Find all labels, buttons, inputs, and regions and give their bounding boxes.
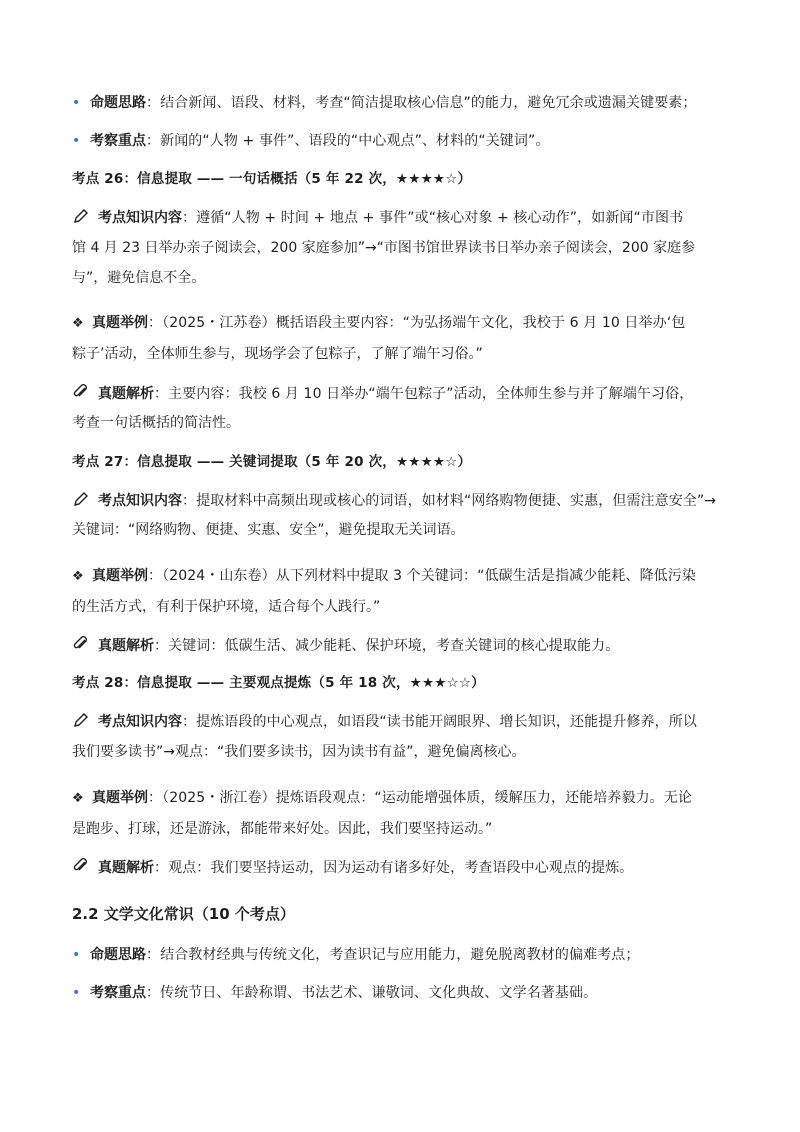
example-label: 真题举例: [92, 790, 148, 806]
diamond-icon: ❖: [72, 569, 84, 584]
kp28-analysis: [72, 857, 732, 878]
intro-bullet-1: [72, 93, 732, 113]
analysis-label: 真题解析: [98, 638, 154, 654]
kp26-analysis: [72, 383, 732, 404]
knowledge-label: 考点知识内容: [98, 714, 182, 730]
bullet-label: 命题思路: [90, 95, 146, 111]
analysis-text: ：关键词：低碳生活、减少能耗、保护环境，考查关键词的核心提取能力。: [154, 638, 620, 654]
kp26-knowledge-line2: 馆 4 月 23 日举办亲子阅读会，200 家庭参加”→“市图书馆世界读书日举办亲子阅读会，200 家庭参: [72, 240, 696, 256]
example-text: ：（2025・浙江卷）提炼语段观点：“运动能增强体质，缓解压力，还能培养毅力。无论: [148, 790, 692, 806]
paperclip-icon: [72, 383, 90, 401]
section-bullet-2: [72, 983, 732, 1003]
kp26-example: [72, 313, 732, 334]
analysis-text: ：主要内容：我校 6 月 10 日举办“端午包粽子”活动，全体师生参与并了解端午习俗，: [154, 386, 694, 402]
knowledge-label: 考点知识内容: [98, 210, 182, 226]
analysis-label: 真题解析: [98, 386, 154, 402]
pencil-icon: [72, 711, 90, 729]
section-bullet-1: [72, 945, 732, 965]
kp26-heading: 考点 26：信息提取 —— 一句话概括（5 年 22 次，★★★★☆）: [72, 171, 472, 187]
analysis-label: 真题解析: [98, 860, 154, 876]
bullet-text: ：结合教材经典与传统文化，考查识记与应用能力，避免脱离教材的偏难考点；: [146, 947, 640, 963]
bullet-icon: •: [72, 947, 81, 963]
bullet-text: ：新闻的“人物 + 事件”、语段的“中心观点”、材料的“关键词”。: [146, 133, 550, 149]
kp28-heading: 考点 28：信息提取 —— 主要观点提炼（5 年 18 次，★★★☆☆）: [72, 675, 485, 691]
kp27-heading: 考点 27：信息提取 —— 关键词提取（5 年 20 次，★★★★☆）: [72, 454, 472, 470]
knowledge-text: ：提炼语段的中心观点，如语段“读书能开阔眼界、增长知识，还能提升修养，所以: [182, 714, 697, 730]
bullet-text: ：结合新闻、语段、材料，考查“简洁提取核心信息”的能力，避免冗余或遗漏关键要素；: [146, 95, 697, 111]
pencil-icon: [72, 207, 90, 225]
kp28-example-line2: 是跑步、打球，还是游泳，都能带来好处。因此，我们要坚持运动。”: [72, 821, 493, 837]
example-label: 真题举例: [92, 568, 148, 584]
analysis-text: ：观点：我们要坚持运动，因为运动有诸多好处，考查语段中心观点的提炼。: [154, 860, 634, 876]
bullet-label: 考察重点: [90, 133, 146, 149]
kp26-analysis-line2: 考查一句话概括的简洁性。: [72, 415, 240, 431]
kp27-knowledge-line2: 关键词：“网络购物、便捷、实惠、安全”，避免提取无关词语。: [72, 522, 465, 538]
example-label: 真题举例: [92, 315, 148, 331]
paperclip-icon: [72, 857, 90, 875]
kp27-example-line2: 的生活方式，有利于保护环境，适合每个人践行。”: [72, 599, 381, 615]
kp26-knowledge-line3: 与”，避免信息不全。: [72, 270, 206, 286]
bullet-icon: •: [72, 133, 81, 149]
example-text: ：（2024・山东卷）从下列材料中提取 3 个关键词：“低碳生活是指减少能耗、降低污染: [148, 568, 696, 584]
kp28-knowledge: [72, 711, 732, 732]
bullet-label: 命题思路: [90, 947, 146, 963]
kp26-knowledge: [72, 207, 732, 228]
kp26-example-line2: 粽子’活动，全体师生参与，现场学会了包粽子，了解了端午习俗。”: [72, 346, 483, 362]
knowledge-text: ：提取材料中高频出现或核心的词语，如材料“网络购物便捷、实惠，但需注意安全”→: [182, 493, 717, 509]
knowledge-label: 考点知识内容: [98, 493, 182, 509]
kp28-example: [72, 788, 732, 809]
bullet-text: ：传统节日、年龄称谓、书法艺术、谦敬词、文化典故、文学名著基础。: [146, 985, 598, 1001]
kp28-knowledge-line2: 我们要多读书”→观点：“我们要多读书，因为读书有益”，避免偏离核心。: [72, 744, 526, 760]
kp27-knowledge: [72, 490, 732, 511]
example-text: ：（2025・江苏卷）概括语段主要内容：“为弘扬端午文化，我校于 6 月 10 日举办‘包: [148, 315, 686, 331]
knowledge-text: ：遵循“人物 + 时间 + 地点 + 事件”或“核心对象 + 核心动作”，如新闻“市图书: [182, 210, 684, 226]
kp27-analysis: [72, 635, 732, 656]
bullet-icon: •: [72, 985, 81, 1001]
diamond-icon: ❖: [72, 791, 84, 806]
section-title: 2.2 文学文化常识（10 个考点）: [72, 905, 295, 923]
bullet-icon: •: [72, 95, 81, 111]
kp27-example: [72, 566, 732, 587]
pencil-icon: [72, 490, 90, 508]
paperclip-icon: [72, 635, 90, 653]
diamond-icon: ❖: [72, 316, 84, 331]
bullet-label: 考察重点: [90, 985, 146, 1001]
intro-bullet-2: [72, 131, 732, 151]
